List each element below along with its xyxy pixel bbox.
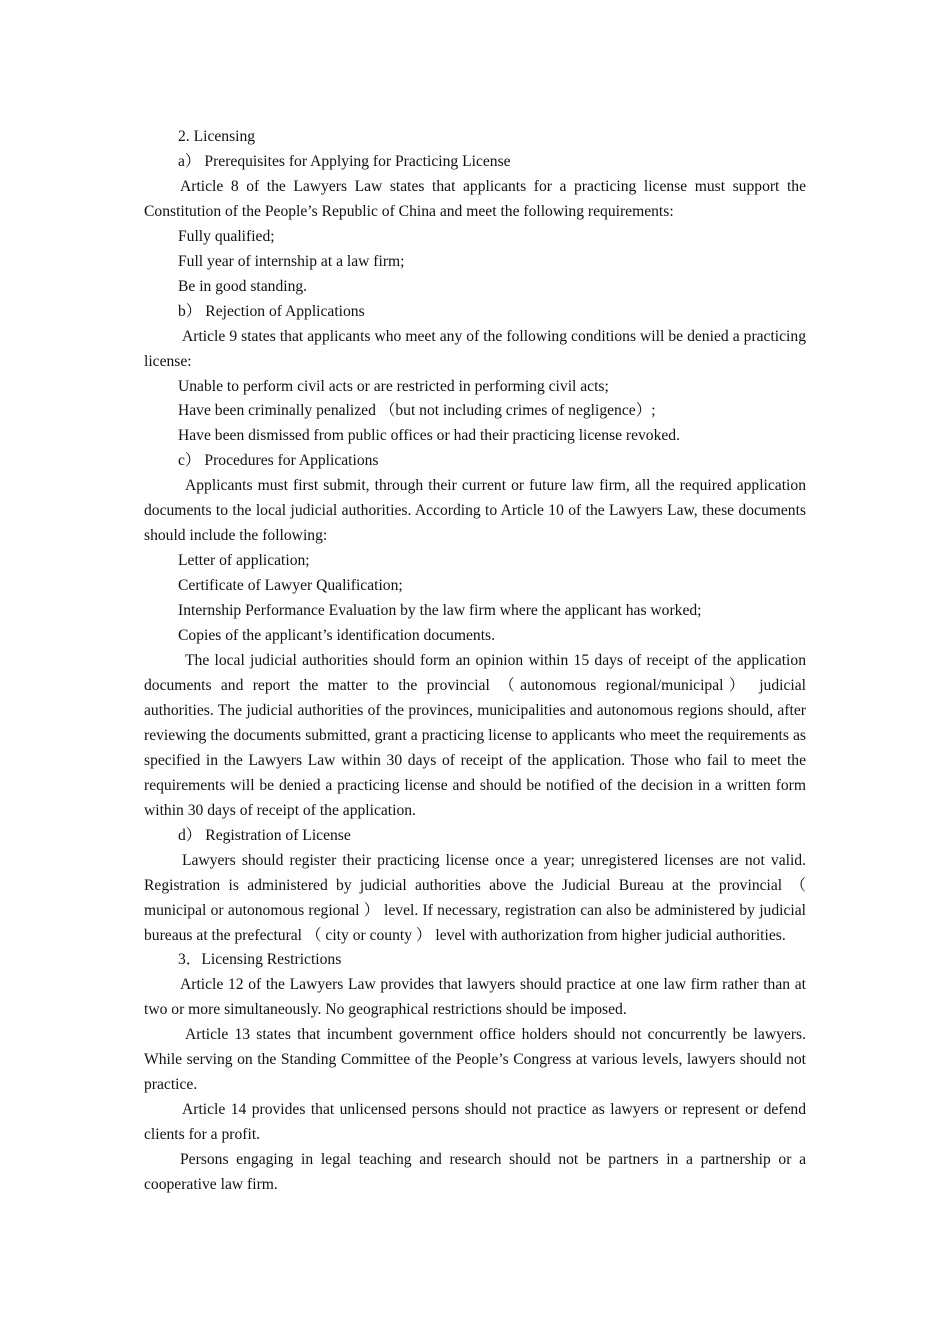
subsection-heading-prerequisites: a） Prerequisites for Applying for Practicing License — [178, 152, 511, 170]
section-heading-licensing: 2. Licensing — [178, 128, 256, 145]
paragraph-registration: Lawyers should register their practicing license once a year; unregistered licenses are not valid. Registration is administered by judicial authorities above the Judicial Bureau at the provincial （ municipal or autonomous regional ） level. If necessary, registration can also be administered by judicial bureaus at the prefectural （ city or county ） level with authorization from higher judicial authorities. — [144, 851, 806, 944]
list-item: Full year of internship at a law firm; — [178, 252, 405, 270]
subsection-heading-rejection: b） Rejection of Applications — [178, 302, 365, 320]
paragraph-legal-teaching: Persons engaging in legal teaching and research should not be partners in a partnership or a cooperative law firm. — [144, 1151, 806, 1194]
list-item: Copies of the applicant’s identification documents. — [178, 627, 495, 645]
paragraph-article-13: Article 13 states that incumbent government office holders should not concurrently be lawyers. While serving on the Standing Committee of the People’s Congress at various levels, lawyers should not practice. — [144, 1026, 806, 1094]
paragraph-article-9: Article 9 states that applicants who meet any of the following conditions will be denied a practicing license: — [144, 327, 806, 370]
list-item: Unable to perform civil acts or are restricted in performing civil acts; — [178, 377, 609, 395]
list-item: Have been criminally penalized （but not including crimes of negligence）; — [178, 402, 656, 420]
paragraph-article-8: Article 8 of the Lawyers Law states that applicants for a practicing license must support the Constitution of the People’s Republic of China and meet the following requirements: — [144, 177, 806, 220]
subsection-heading-registration: d） Registration of License — [178, 826, 351, 844]
list-item: Be in good standing. — [178, 277, 308, 295]
paragraph-procedures-closing: The local judicial authorities should form an opinion within 15 days of receipt of the application documents and report the matter to the provincial （autonomous regional/municipal） judicial authorities. The judicial authorities of the provinces, municipalities and autonomous regions should, after reviewing the documents submitted, grant a practicing license to applicants who meet the requirements as specified in the Lawyers Law within 30 days of receipt of the application. Those who fail to meet the requirements will be denied a practicing license and should be notified of the decision in a written form within 30 days of receipt of the application. — [144, 652, 806, 819]
list-item: Have been dismissed from public offices or had their practicing license revoked. — [178, 427, 681, 445]
paragraph-article-14: Article 14 provides that unlicensed persons should not practice as lawyers or represent or defend clients for a profit. — [144, 1101, 806, 1144]
section-heading-licensing-restrictions: 3．Licensing Restrictions — [178, 951, 342, 969]
list-item: Certificate of Lawyer Qualification; — [178, 577, 403, 595]
paragraph-article-12: Article 12 of the Lawyers Law provides that lawyers should practice at one law firm rather than at two or more simultaneously. No geographical restrictions should be imposed. — [144, 976, 806, 1019]
list-item: Fully qualified; — [178, 227, 275, 245]
document-page — [144, 125, 806, 1198]
paragraph-procedures-intro: Applicants must first submit, through their current or future law firm, all the required application documents to the local judicial authorities. According to Article 10 of the Lawyers Law, these documents should include the following: — [144, 477, 806, 545]
list-item: Letter of application; — [178, 552, 310, 570]
subsection-heading-procedures: c） Procedures for Applications — [178, 452, 379, 470]
list-item: Internship Performance Evaluation by the law firm where the applicant has worked; — [178, 602, 702, 620]
